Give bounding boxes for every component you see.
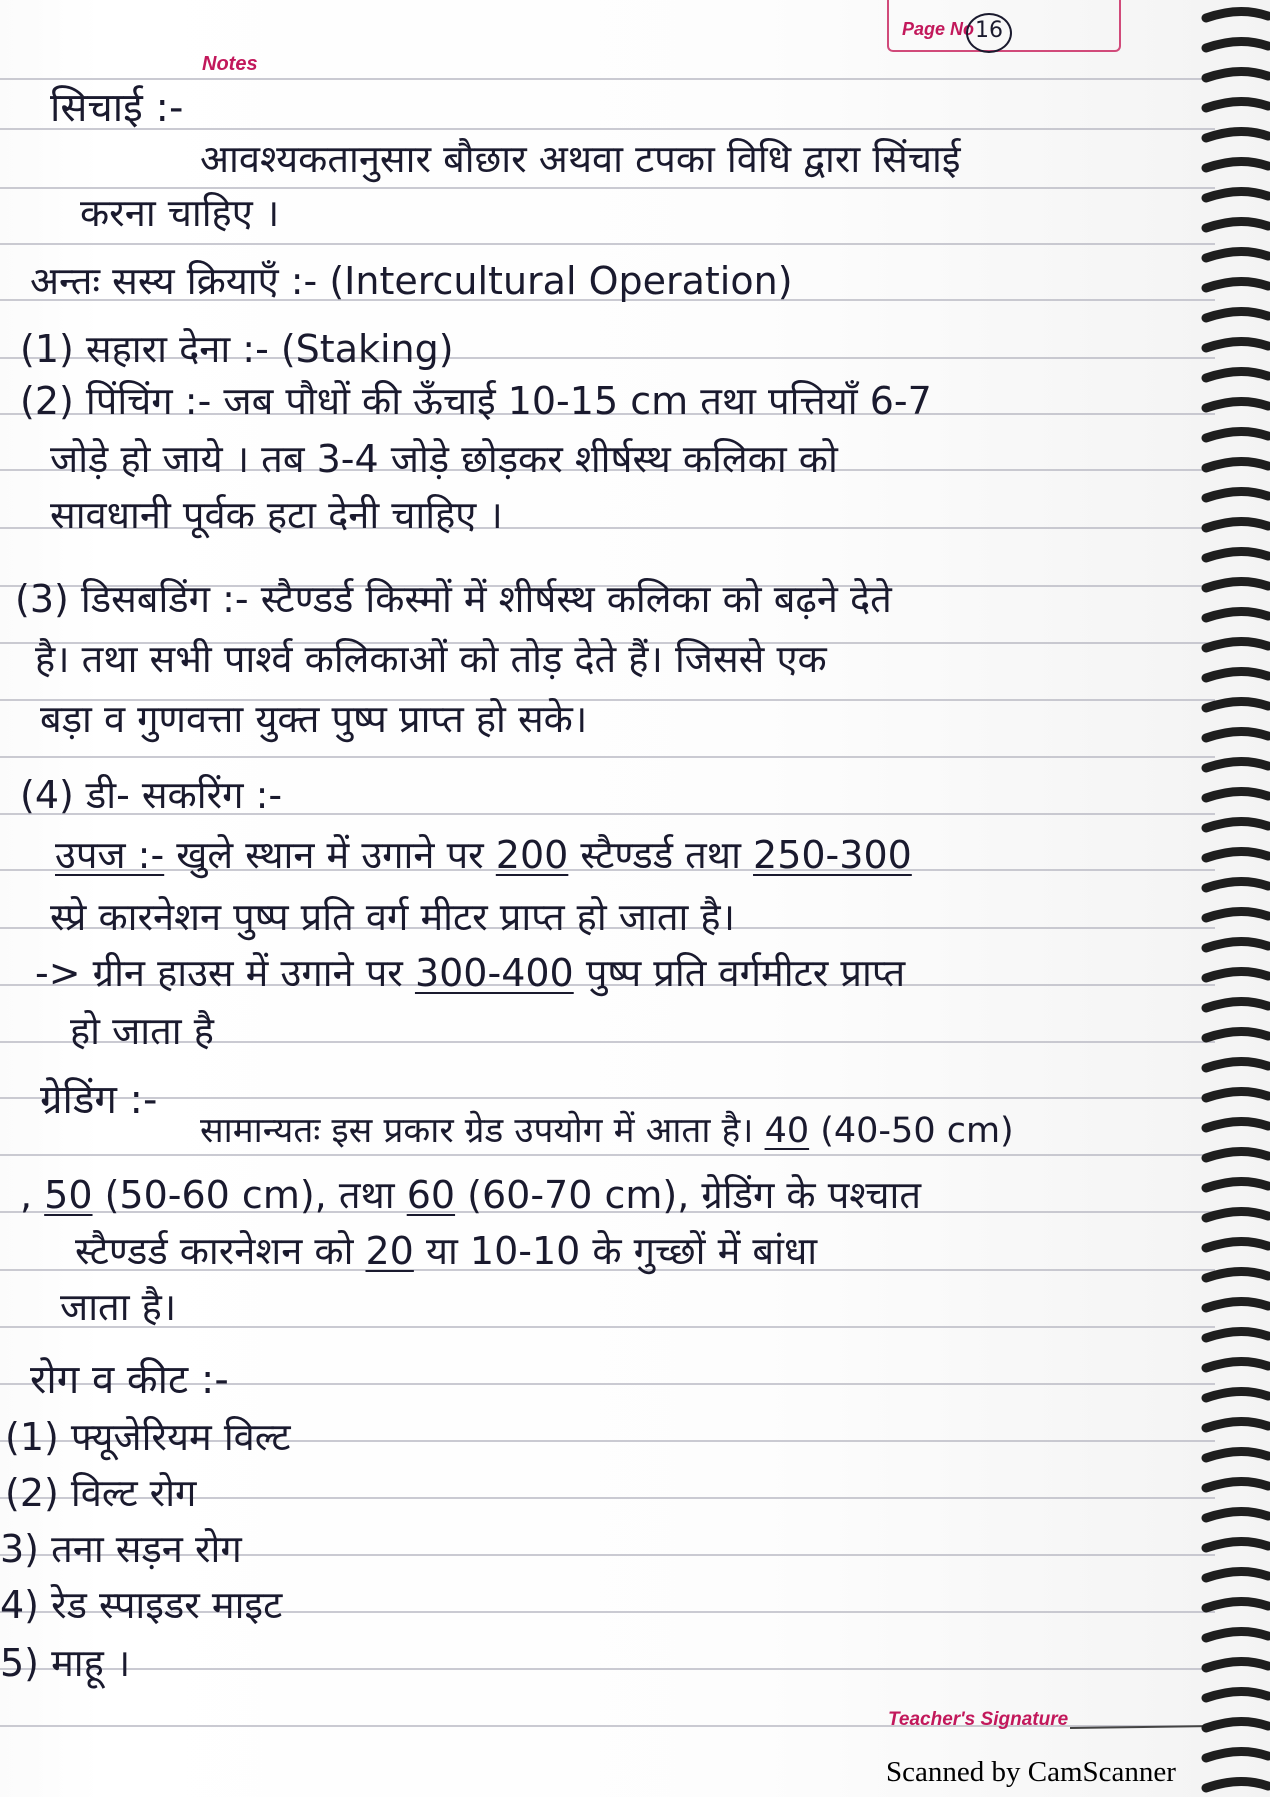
irrigation-line-2: करना चाहिए । xyxy=(80,191,280,235)
bunch-20: 20 xyxy=(365,1229,414,1273)
page-number: 16 xyxy=(975,18,1003,43)
pinching-line-3: सावधानी पूर्वक हटा देनी चाहिए । xyxy=(50,493,503,537)
spiral-ring xyxy=(1206,611,1268,618)
spiral-ring xyxy=(1206,1001,1268,1008)
grading-line-4: जाता है। xyxy=(60,1285,177,1329)
pinching-line-2: जोड़े हो जाये । तब 3-4 जोड़े छोड़कर शीर्षस्थ कलिका को xyxy=(50,437,838,481)
spiral-ring xyxy=(1206,551,1268,558)
spiral-ring xyxy=(1206,671,1268,678)
yield-line-3 xyxy=(35,951,906,995)
spiral-ring xyxy=(1206,1361,1268,1368)
grading-line-2 xyxy=(20,1173,922,1217)
spiral-ring xyxy=(1206,1451,1268,1458)
spiral-ring xyxy=(1206,521,1268,528)
spiral-ring xyxy=(1206,1331,1268,1338)
disbudding-line-3: बड़ा व गुणवत्ता युक्त पुष्प प्राप्त हो सके। xyxy=(40,697,588,741)
yield-standard-label: स्टैण्डर्ड तथा xyxy=(580,833,741,877)
spiral-ring xyxy=(1206,131,1268,138)
disease-item: 4) रेड स्पाइडर माइट xyxy=(0,1583,283,1627)
spiral-ring xyxy=(1206,191,1268,198)
spiral-ring xyxy=(1206,1061,1268,1068)
spiral-ring xyxy=(1206,101,1268,108)
grade-50: 50 xyxy=(44,1173,93,1217)
spiral-ring xyxy=(1206,1121,1268,1128)
yield-line-1 xyxy=(55,833,912,877)
grade-60-range: (60-70 cm), ग्रेडिंग के पश्चात xyxy=(455,1173,922,1217)
spiral-ring xyxy=(1206,41,1268,48)
spiral-ring xyxy=(1206,581,1268,588)
disease-item: (2) विल्ट रोग xyxy=(5,1471,197,1515)
notes-label: Notes xyxy=(202,53,258,75)
grade-40-range: (40-50 cm) xyxy=(809,1111,1014,1151)
spiral-ring xyxy=(1206,1631,1268,1638)
spiral-ring xyxy=(1206,341,1268,348)
intercultural-heading: अन्तः सस्य क्रियाएँ :- (Intercultural Operation) xyxy=(30,259,793,303)
yield-spray-value: 250-300 xyxy=(753,833,912,877)
spiral-ring xyxy=(1206,761,1268,768)
spiral-ring xyxy=(1206,1151,1268,1158)
spiral-ring xyxy=(1206,311,1268,318)
spiral-ring xyxy=(1206,911,1268,918)
page-number-label: Page No xyxy=(902,19,975,39)
grade-50-range: (50-60 cm), तथा xyxy=(92,1173,407,1217)
grading-line-1 xyxy=(200,1111,1014,1151)
spiral-ring xyxy=(1206,1691,1268,1698)
spiral-ring xyxy=(1206,821,1268,828)
spiral-ring xyxy=(1206,371,1268,378)
spiral-ring xyxy=(1206,431,1268,438)
greenhouse-text: -> ग्रीन हाउस में उगाने पर xyxy=(35,951,403,995)
spiral-ring xyxy=(1206,11,1268,18)
desuckering-item: (4) डी- सकरिंग :- xyxy=(20,773,283,817)
spiral-ring xyxy=(1206,461,1268,468)
spiral-ring xyxy=(1206,281,1268,288)
spiral-ring xyxy=(1206,401,1268,408)
grading-line-3 xyxy=(75,1229,818,1273)
spiral-ring xyxy=(1206,251,1268,258)
spiral-ring xyxy=(1206,1091,1268,1098)
spiral-ring xyxy=(1206,941,1268,948)
disbudding-line-2: है। तथा सभी पार्श्व कलिकाओं को तोड़ देते हैं। जिससे एक xyxy=(35,637,827,681)
teacher-signature-label: Teacher's Signature xyxy=(888,1709,1069,1730)
spiral-ring xyxy=(1206,971,1268,978)
disease-item: 3) तना सड़न रोग xyxy=(0,1527,242,1571)
spiral-ring xyxy=(1206,1181,1268,1188)
bunch-text: स्टैण्डर्ड कारनेशन को xyxy=(75,1229,366,1273)
greenhouse-value: 300-400 xyxy=(414,951,574,995)
grading-heading: ग्रेडिंग :- xyxy=(40,1077,158,1123)
yield-line-4: हो जाता है xyxy=(70,1009,214,1053)
spiral-ring xyxy=(1206,731,1268,738)
spiral-ring xyxy=(1206,1601,1268,1608)
disease-item: (1) फ्यूजेरियम विल्ट xyxy=(5,1415,291,1459)
spiral-ring xyxy=(1206,1661,1268,1668)
spiral-ring xyxy=(1206,1751,1268,1758)
spiral-ring xyxy=(1206,881,1268,888)
yield-line-2: स्प्रे कारनेशन पुष्प प्रति वर्ग मीटर प्राप्त हो जाता है। xyxy=(50,895,735,939)
staking-item: (1) सहारा देना :- (Staking) xyxy=(20,327,454,371)
spiral-ring xyxy=(1206,1571,1268,1578)
spiral-ring xyxy=(1206,161,1268,168)
spiral-ring xyxy=(1206,71,1268,78)
spiral-ring xyxy=(1206,1721,1268,1728)
diseases-heading: रोग व कीट :- xyxy=(30,1357,229,1403)
grade-40: 40 xyxy=(764,1111,810,1151)
spiral-ring xyxy=(1206,221,1268,228)
irrigation-heading: सिचाई :- xyxy=(50,85,184,131)
disbudding-line-1: (3) डिसबडिंग :- स्टैण्डर्ड किस्मों में शीर्षस्थ कलिका को बढ़ने देते xyxy=(15,577,892,621)
spiral-ring xyxy=(1206,1781,1268,1788)
spiral-ring xyxy=(1206,1031,1268,1038)
spiral-ring xyxy=(1206,791,1268,798)
grading-comma: , xyxy=(20,1173,45,1217)
bunch-rest: या 10-10 के गुच्छों में बांधा xyxy=(413,1229,818,1273)
spiral-ring xyxy=(1206,1301,1268,1308)
spiral-ring xyxy=(1206,1211,1268,1218)
spiral-ring xyxy=(1206,491,1268,498)
yield-open-field: खुले स्थान में उगाने पर xyxy=(176,833,484,877)
grade-60: 60 xyxy=(406,1173,456,1217)
spiral-ring xyxy=(1206,1241,1268,1248)
spiral-ring xyxy=(1206,851,1268,858)
pinching-line-1: (2) पिंचिंग :- जब पौधों की ऊँचाई 10-15 cm तथा पत्तियाँ 6-7 xyxy=(20,379,932,423)
spiral-ring xyxy=(1206,1481,1268,1488)
grading-intro: सामान्यतः इस प्रकार ग्रेड उपयोग में आता है। xyxy=(200,1111,765,1151)
spiral-ring xyxy=(1206,1421,1268,1428)
scanner-watermark: Scanned by CamScanner xyxy=(886,1756,1176,1788)
irrigation-line-1: आवश्यकतानुसार बौछार अथवा टपका विधि द्वारा सिंचाई xyxy=(200,137,961,181)
yield-heading: उपज :- xyxy=(55,833,165,877)
spiral-ring xyxy=(1206,701,1268,708)
spiral-ring xyxy=(1206,1271,1268,1278)
spiral-ring xyxy=(1206,1541,1268,1548)
yield-standard-value: 200 xyxy=(495,833,569,877)
greenhouse-unit: पुष्प प्रति वर्गमीटर प्राप्त xyxy=(585,951,906,995)
spiral-ring xyxy=(1206,641,1268,648)
spiral-binding xyxy=(1200,0,1270,1797)
spiral-ring xyxy=(1206,1391,1268,1398)
spiral-ring xyxy=(1206,1511,1268,1518)
disease-item: 5) माहू । xyxy=(0,1641,131,1685)
